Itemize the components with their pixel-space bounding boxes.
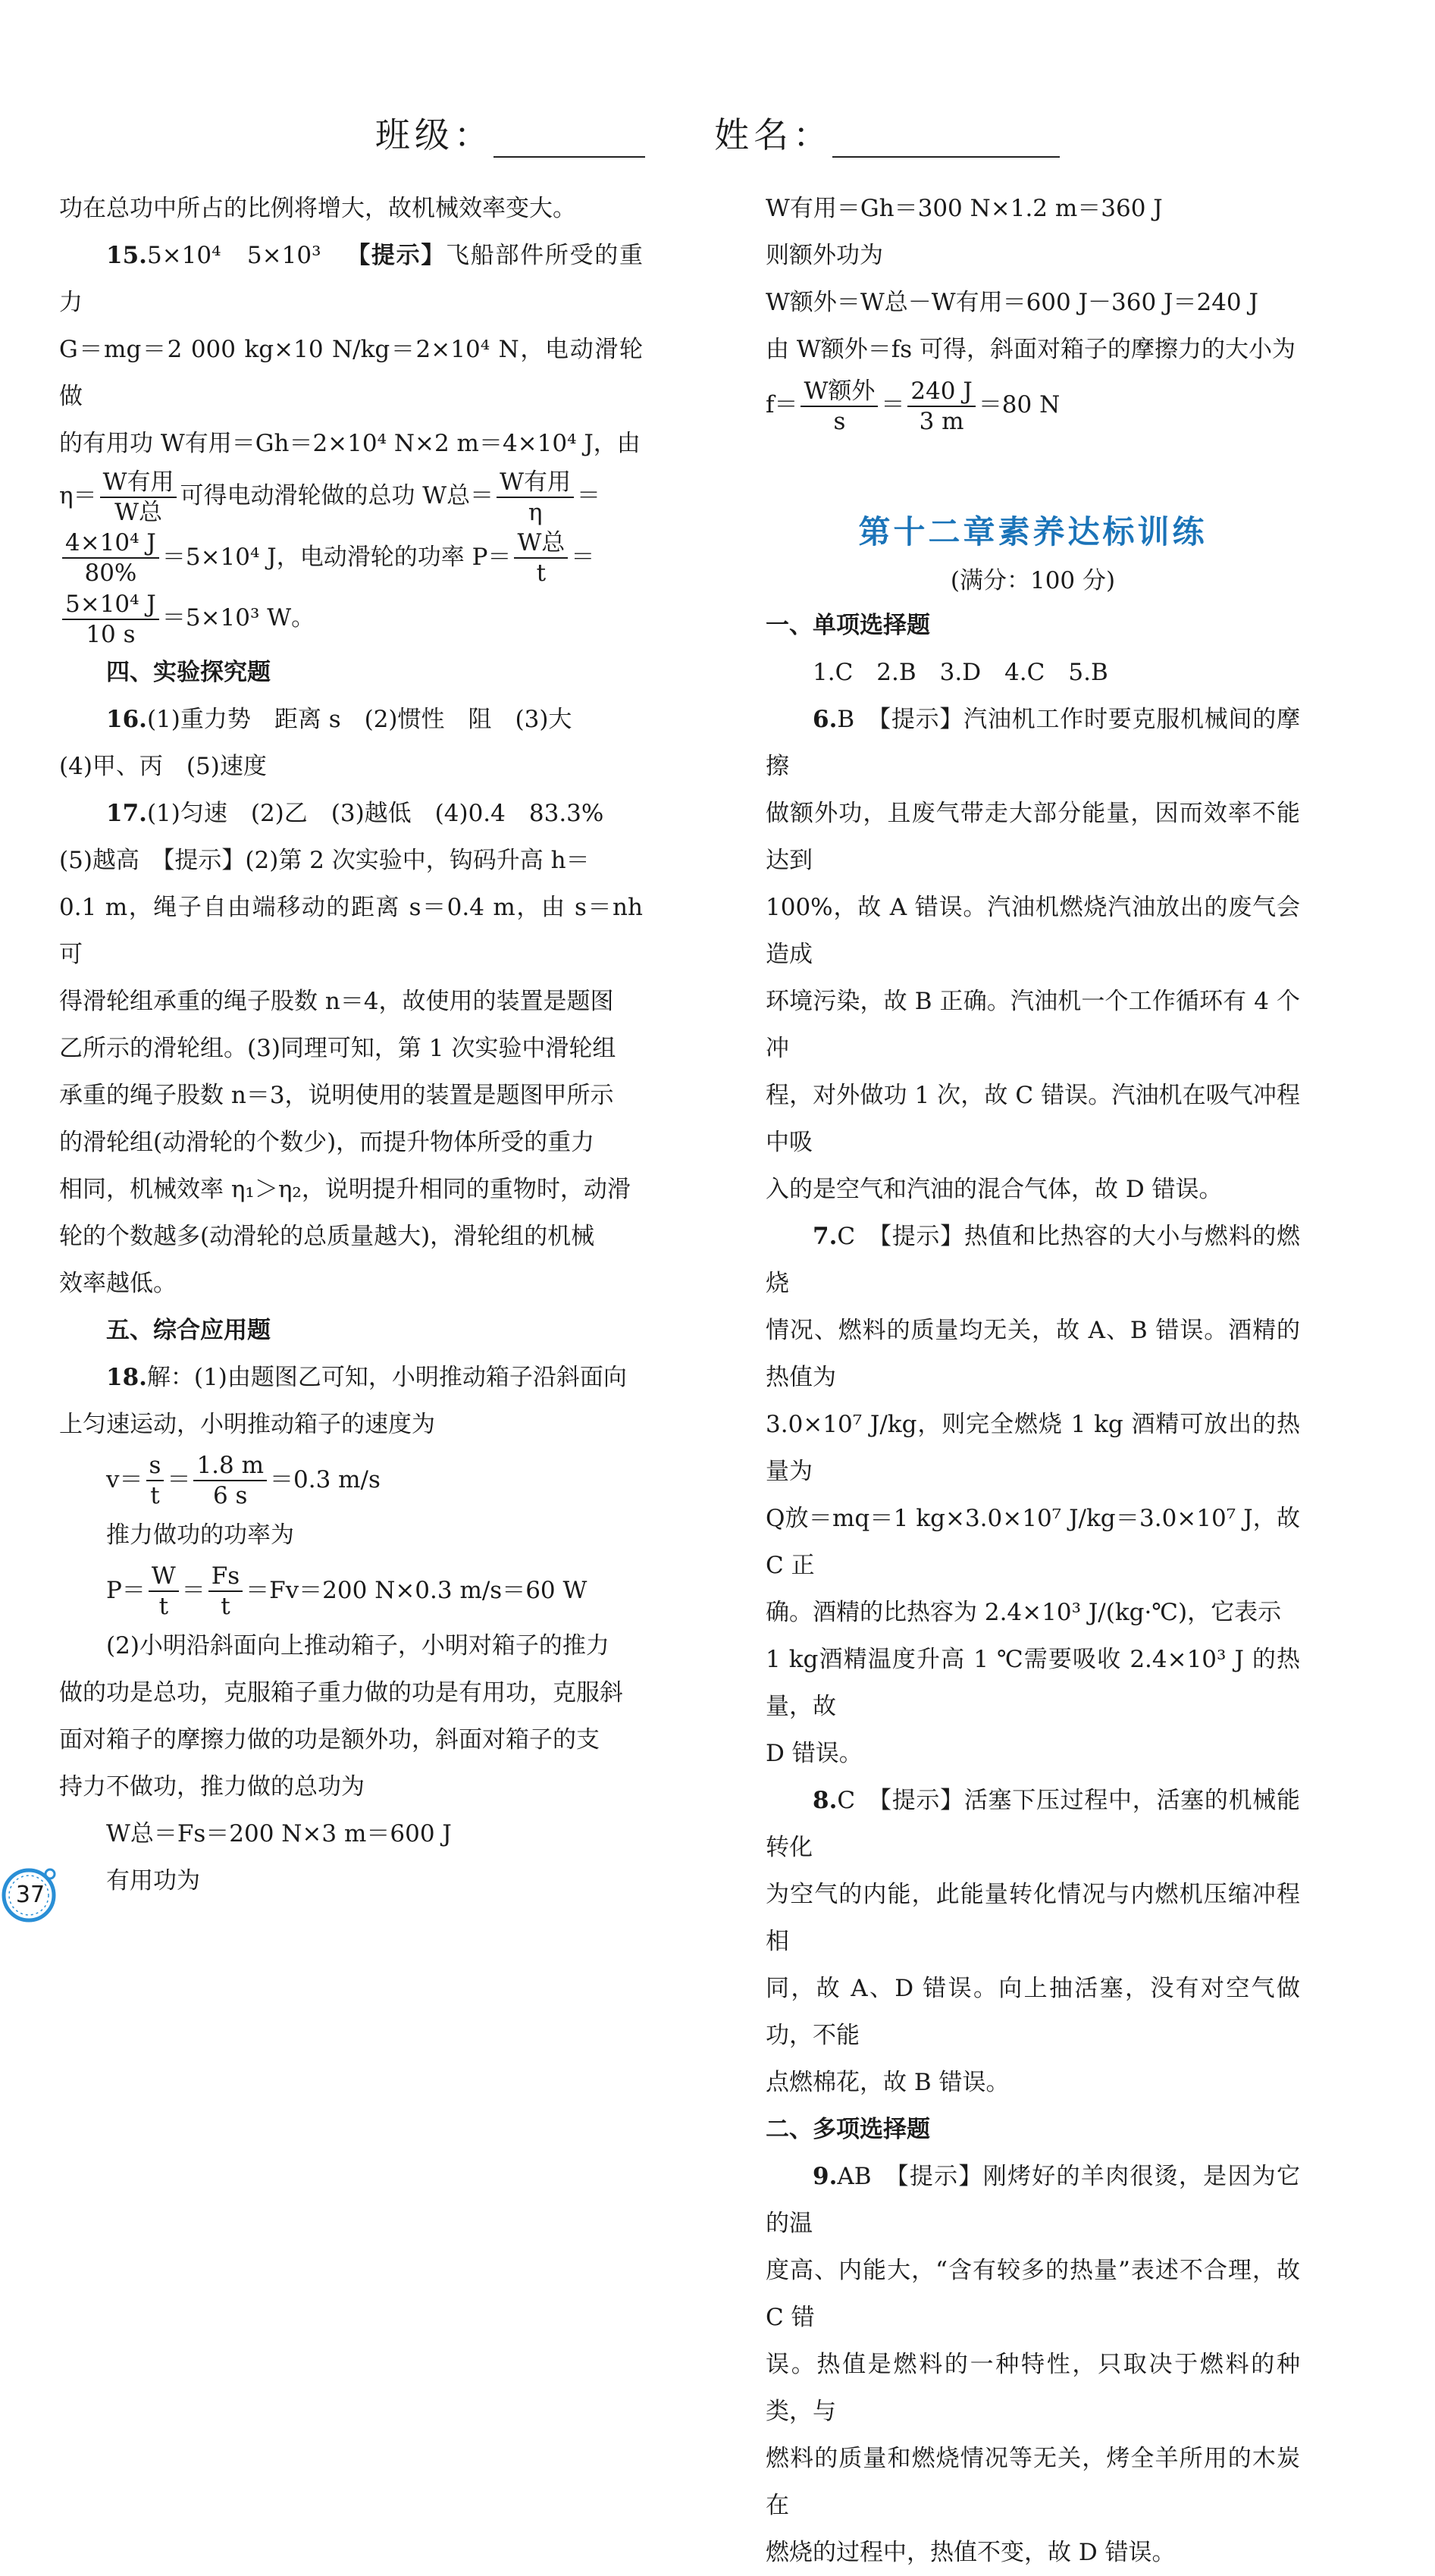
text-line: 燃料的质量和燃烧情况等无关，烤全羊所用的木炭在 [766, 2445, 1300, 2519]
text-line: 100%，故 A 错误。汽油机燃烧汽油放出的废气会造成 [766, 894, 1300, 968]
name-label: 姓名： [714, 114, 833, 155]
text-line: 同，故 A、D 错误。向上抽活塞，没有对空气做功，不能 [766, 1975, 1300, 2049]
fraction: $\frac{s}{t}$ [146, 1451, 164, 1510]
section-heading: 四、实验探究题 [106, 658, 271, 686]
chapter-title: 第十二章素养达标训练 [858, 513, 1208, 550]
text-line: (2)小明沿斜面向上推动箱子，小明对箱子的推力 [106, 1631, 609, 1659]
text-line: 做额外功，且废气带走大部分能量，因而效率不能达到 [766, 800, 1300, 874]
fraction: $\frac{240 J}{3 m}$ [907, 377, 975, 436]
question-number: 7. [813, 1223, 838, 1250]
text-line: 功在总功中所占的比例将增大，故机械效率变大。 [59, 195, 576, 222]
question-number: 15. [106, 242, 147, 269]
text-line: 的滑轮组(动滑轮的个数少)，而提升物体所受的重力 [59, 1128, 595, 1156]
text-line: 程，对外做功 1 次，故 C 错误。汽油机在吸气冲程中吸 [766, 1082, 1300, 1156]
text: ＝ [571, 543, 595, 571]
fraction: $\frac{W}{t}$ [149, 1562, 179, 1621]
text: η＝ [59, 482, 97, 509]
q6-line: 6.B 【提示】汽油机工作时要克服机械间的摩擦 [766, 706, 1300, 780]
text-line: 点燃棉花，故 B 错误。 [766, 2069, 1010, 2096]
text-line: 误。热值是燃料的一种特性，只取决于燃料的种类，与 [766, 2351, 1300, 2425]
text: ＝ [577, 482, 601, 509]
text: 可得电动滑轮做的总功 W总＝ [180, 482, 494, 509]
text-line: (4)甲、丙 (5)速度 [59, 752, 267, 780]
class-label: 班级： [374, 114, 493, 155]
text-line: 持力不做功，推力做的总功为 [59, 1772, 365, 1800]
text-line: 3.0×10⁷ J/kg，则完全燃烧 1 kg 酒精可放出的热量为 [766, 1411, 1300, 1485]
fraction: $\frac{\text{5×10⁴ J}}{10 s}$ [62, 590, 159, 649]
fraction: $\frac{\text{W额外}}{s}$ [801, 377, 878, 436]
text-line: 为空气的内能，此能量转化情况与内燃机压缩冲程相 [766, 1881, 1300, 1955]
text-line: 确。酒精的比热容为 2.4×10³ J/(kg·℃)，它表示 [766, 1599, 1282, 1626]
question-number: 6. [813, 706, 838, 733]
fraction: $\frac{\text{W有用}}{\eta}$ [497, 468, 574, 527]
formula-line: f＝ $\frac{\text{W额外}}{s}$ ＝ $\frac{240 J}{3 m}$ ＝80 N [766, 377, 1061, 435]
text-line: 上匀速运动，小明推动箱子的速度为 [59, 1410, 435, 1438]
text-line: 有用功为 [106, 1866, 200, 1894]
text-line: 燃烧的过程中，热值不变，故 D 错误。 [766, 2539, 1176, 2566]
text-line: 轮的个数越多(动滑轮的总质量越大)，滑轮组的机械 [59, 1222, 595, 1250]
text-line: 面对箱子的摩擦力做的功是额外功，斜面对箱子的支 [59, 1725, 600, 1753]
fraction: $\frac{1.8 m}{6 s}$ [193, 1451, 267, 1510]
text-line: 做的功是总功，克服箱子重力做的功是有用功，克服斜 [59, 1678, 623, 1706]
section-heading: 五、综合应用题 [106, 1316, 271, 1344]
question-number: 18. [106, 1363, 147, 1391]
question-number: 17. [106, 799, 147, 827]
q15-line [59, 232, 643, 326]
section-heading: 一、单项选择题 [766, 612, 930, 639]
text-line: 1 kg酒精温度升高 1 ℃需要吸收 2.4×10³ J 的热量，故 [766, 1646, 1300, 1720]
text-line: Q放＝mq＝1 kg×3.0×10⁷ J/kg＝3.0×10⁷ J，故 C 正 [766, 1505, 1300, 1579]
fraction: $\frac{Fs}{t}$ [208, 1562, 243, 1621]
text-line: 入的是空气和汽油的混合气体，故 D 错误。 [766, 1176, 1223, 1203]
text-line: 环境污染，故 B 正确。汽油机一个工作循环有 4 个冲 [766, 988, 1300, 1062]
text-line: D 错误。 [766, 1740, 863, 1767]
q9-line: 9.AB 【提示】刚烤好的羊肉很烫，是因为它的温 [766, 2163, 1300, 2237]
full-score: (满分：100 分) [950, 567, 1116, 594]
question-number: 9. [813, 2163, 838, 2190]
text-line: 由 W额外＝fs 可得，斜面对箱子的摩擦力的大小为 [766, 336, 1296, 363]
text-line: 情况、燃料的质量均无关，故 A、B 错误。酒精的热值为 [766, 1317, 1300, 1391]
formula-line: W额外＝W总－W有用＝600 J－360 J＝240 J [766, 289, 1258, 316]
q8-line: 8.C 【提示】活塞下压过程中，活塞的机械能转化 [766, 1787, 1300, 1861]
hint-label: 【提示】 [345, 242, 446, 269]
fraction: $\frac{\text{W有用}}{\text{W总}}$ [100, 468, 177, 527]
text-line: 则额外功为 [766, 242, 883, 269]
q16-line: 16.(1)重力势 距离 s (2)惯性 阻 (3)大 [106, 705, 572, 733]
text-line: 效率越低。 [59, 1269, 177, 1297]
text-line: 度高、内能大，“含有较多的热量”表述不合理，故 C 错 [766, 2257, 1300, 2331]
text-line: G＝mg＝2 000 kg×10 N/kg＝2×10⁴ N，电动滑轮做 [59, 336, 643, 410]
text-line: (5)越高 【提示】(2)第 2 次实验中，钩码升高 h＝ [59, 846, 590, 874]
formula-line: P＝ $\frac{W}{t}$ ＝ $\frac{Fs}{t}$ ＝Fv＝200 N×0.3 m/s＝60 W [106, 1562, 587, 1620]
question-number: 16. [106, 705, 147, 733]
answers-line: 1.C 2.B 3.D 4.C 5.B [813, 659, 1108, 686]
q18-line: 18.解：(1)由题图乙可知，小明推动箱子沿斜面向 [106, 1363, 627, 1391]
page-header [0, 108, 1435, 158]
section-heading: 二、多项选择题 [766, 2116, 930, 2143]
text-line: 的有用功 W有用＝Gh＝2×10⁴ N×2 m＝4×10⁴ J，由 [59, 430, 641, 457]
question-number: 8. [813, 1787, 838, 1814]
formula-line [59, 588, 643, 649]
fraction: $\frac{\text{4×10⁴ J}}{80\%}$ [62, 528, 159, 588]
text: ＝5×10⁴ J，电动滑轮的功率 P＝ [161, 543, 512, 571]
formula-line: W有用＝Gh＝300 N×1.2 m＝360 J [766, 195, 1163, 222]
text: ＝5×10³ W。 [161, 604, 315, 631]
text: 飞船部件所受的重力 [59, 242, 643, 316]
q7-line: 7.C 【提示】热值和比热容的大小与燃料的燃烧 [766, 1223, 1300, 1297]
text-line: 0.1 m，绳子自由端移动的距离 s＝0.4 m，由 s＝nh 可 [59, 893, 643, 968]
text-line: 推力做功的功率为 [106, 1521, 294, 1549]
formula-line: W总＝Fs＝200 N×3 m＝600 J [106, 1819, 452, 1847]
text-line: 得滑轮组承重的绳子股数 n＝4，故使用的装置是题图 [59, 987, 614, 1015]
right-column [766, 185, 1300, 2576]
text-line: 承重的绳子股数 n＝3，说明使用的装置是题图甲所示 [59, 1081, 614, 1109]
formula-line: v＝ $\frac{s}{t}$ ＝ $\frac{1.8 m}{6 s}$ ＝0.3 m/s [106, 1452, 381, 1509]
name-blank [832, 118, 1060, 158]
answer: 5×10⁴ 5×10³ [146, 242, 321, 269]
left-column [59, 185, 643, 1904]
page-badge [0, 1863, 64, 1927]
fraction: $\frac{\text{W总}}{t}$ [514, 528, 568, 588]
page-number: 37 [15, 1882, 45, 1908]
text-line: 乙所示的滑轮组。(3)同理可知，第 1 次实验中滑轮组 [59, 1034, 616, 1062]
class-blank [493, 118, 645, 158]
formula-line [59, 527, 643, 588]
q17-line: 17.(1)匀速 (2)乙 (3)越低 (4)0.4 83.3% [106, 799, 604, 827]
formula-line [59, 467, 643, 527]
text-line: 相同，机械效率 η₁＞η₂，说明提升相同的重物时，动滑 [59, 1175, 631, 1203]
